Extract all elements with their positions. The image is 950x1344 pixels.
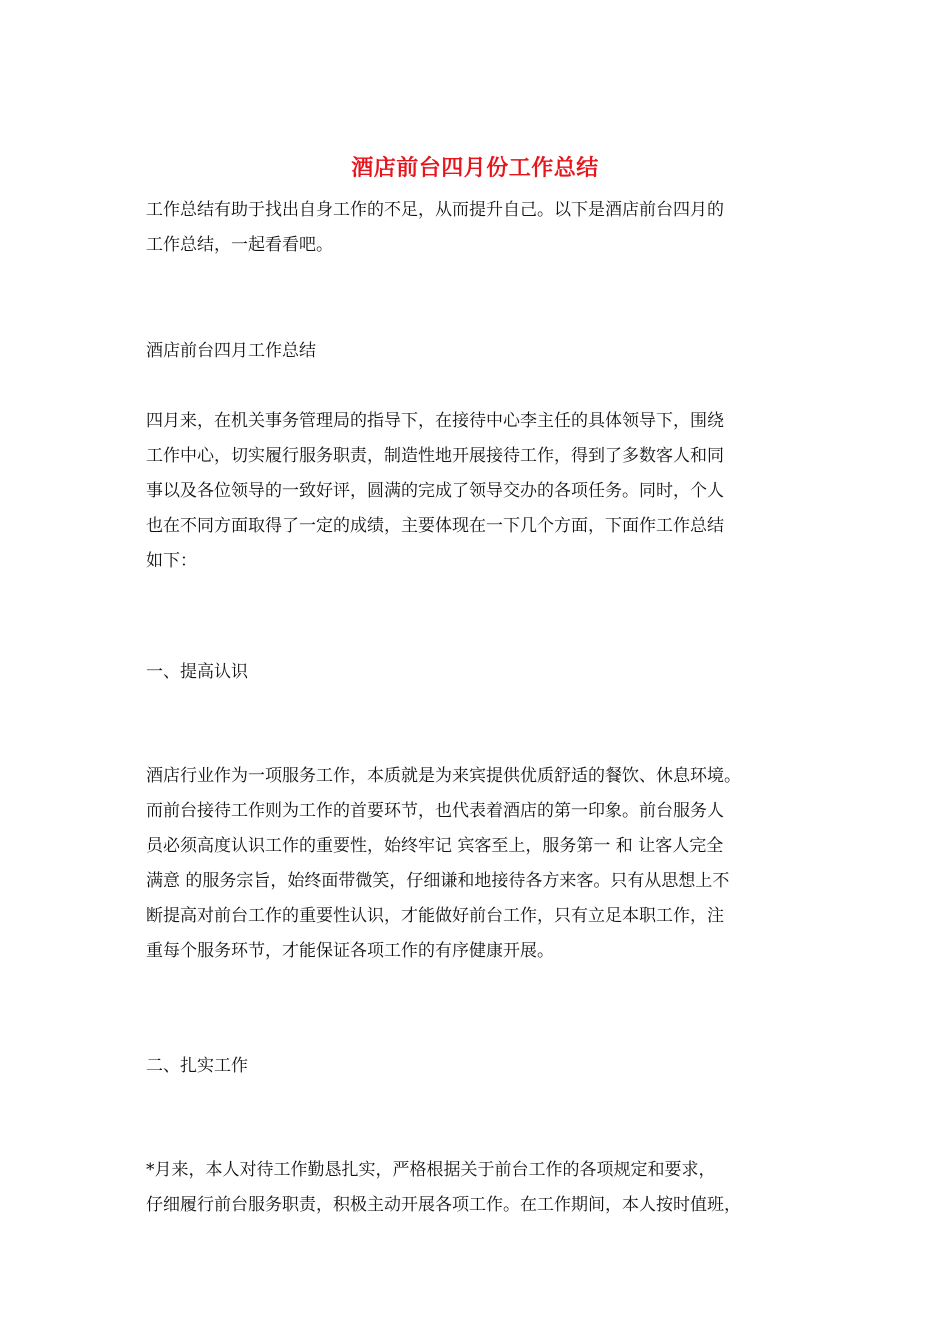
paragraph-2-line-2: 而前台接待工作则为工作的首要环节，也代表着酒店的第一印象。前台服务人 (146, 801, 724, 821)
paragraph-1-line-4: 也在不同方面取得了一定的成绩，主要体现在一下几个方面，下面作工作总结 (146, 516, 724, 536)
paragraph-2-line-1: 酒店行业作为一项服务工作，本质就是为来宾提供优质舒适的餐饮、休息环境。 (146, 766, 741, 786)
intro-line-2: 工作总结，一起看看吧。 (146, 235, 333, 255)
paragraph-2-line-6: 重每个服务环节，才能保证各项工作的有序健康开展。 (146, 941, 554, 961)
paragraph-3-line-2: 仔细履行前台服务职责，积极主动开展各项工作。在工作期间，本人按时值班， (146, 1195, 741, 1215)
paragraph-2-line-5: 断提高对前台工作的重要性认识，才能做好前台工作，只有立足本职工作，注 (146, 906, 724, 926)
heading-2 (146, 1049, 826, 1084)
intro-paragraph (146, 193, 826, 263)
paragraph-1-line-1: 四月来，在机关事务管理局的指导下，在接待中心李主任的具体领导下，围绕 (146, 411, 724, 431)
heading-1-text: 一、提高认识 (146, 662, 248, 682)
document-title: 酒店前台四月份工作总结 (351, 155, 599, 181)
paragraph-1 (146, 404, 826, 579)
paragraph-2-line-4: 满意 的服务宗旨，始终面带微笑，仔细谦和地接待各方来客。只有从思想上不 (146, 871, 730, 891)
heading-2-text: 二、扎实工作 (146, 1056, 248, 1076)
paragraph-2 (146, 759, 826, 969)
paragraph-1-line-3: 事以及各位领导的一致好评，圆满的完成了领导交办的各项任务。同时，个人 (146, 481, 724, 501)
paragraph-3 (146, 1153, 826, 1223)
heading-1 (146, 655, 826, 690)
paragraph-2-line-3: 员必须高度认识工作的重要性，始终牢记 宾客至上，服务第一 和 让客人完全 (146, 836, 724, 856)
paragraph-1-line-2: 工作中心，切实履行服务职责，制造性地开展接待工作，得到了多数客人和同 (146, 446, 724, 466)
subtitle-text: 酒店前台四月工作总结 (146, 341, 316, 361)
paragraph-1-line-5: 如下： (146, 551, 197, 571)
intro-line-1: 工作总结有助于找出自身工作的不足，从而提升自己。以下是酒店前台四月的 (146, 200, 724, 220)
paragraph-3-line-1: *月来，本人对待工作勤恳扎实，严格根据关于前台工作的各项规定和要求， (146, 1160, 716, 1180)
section-subtitle (146, 334, 826, 369)
